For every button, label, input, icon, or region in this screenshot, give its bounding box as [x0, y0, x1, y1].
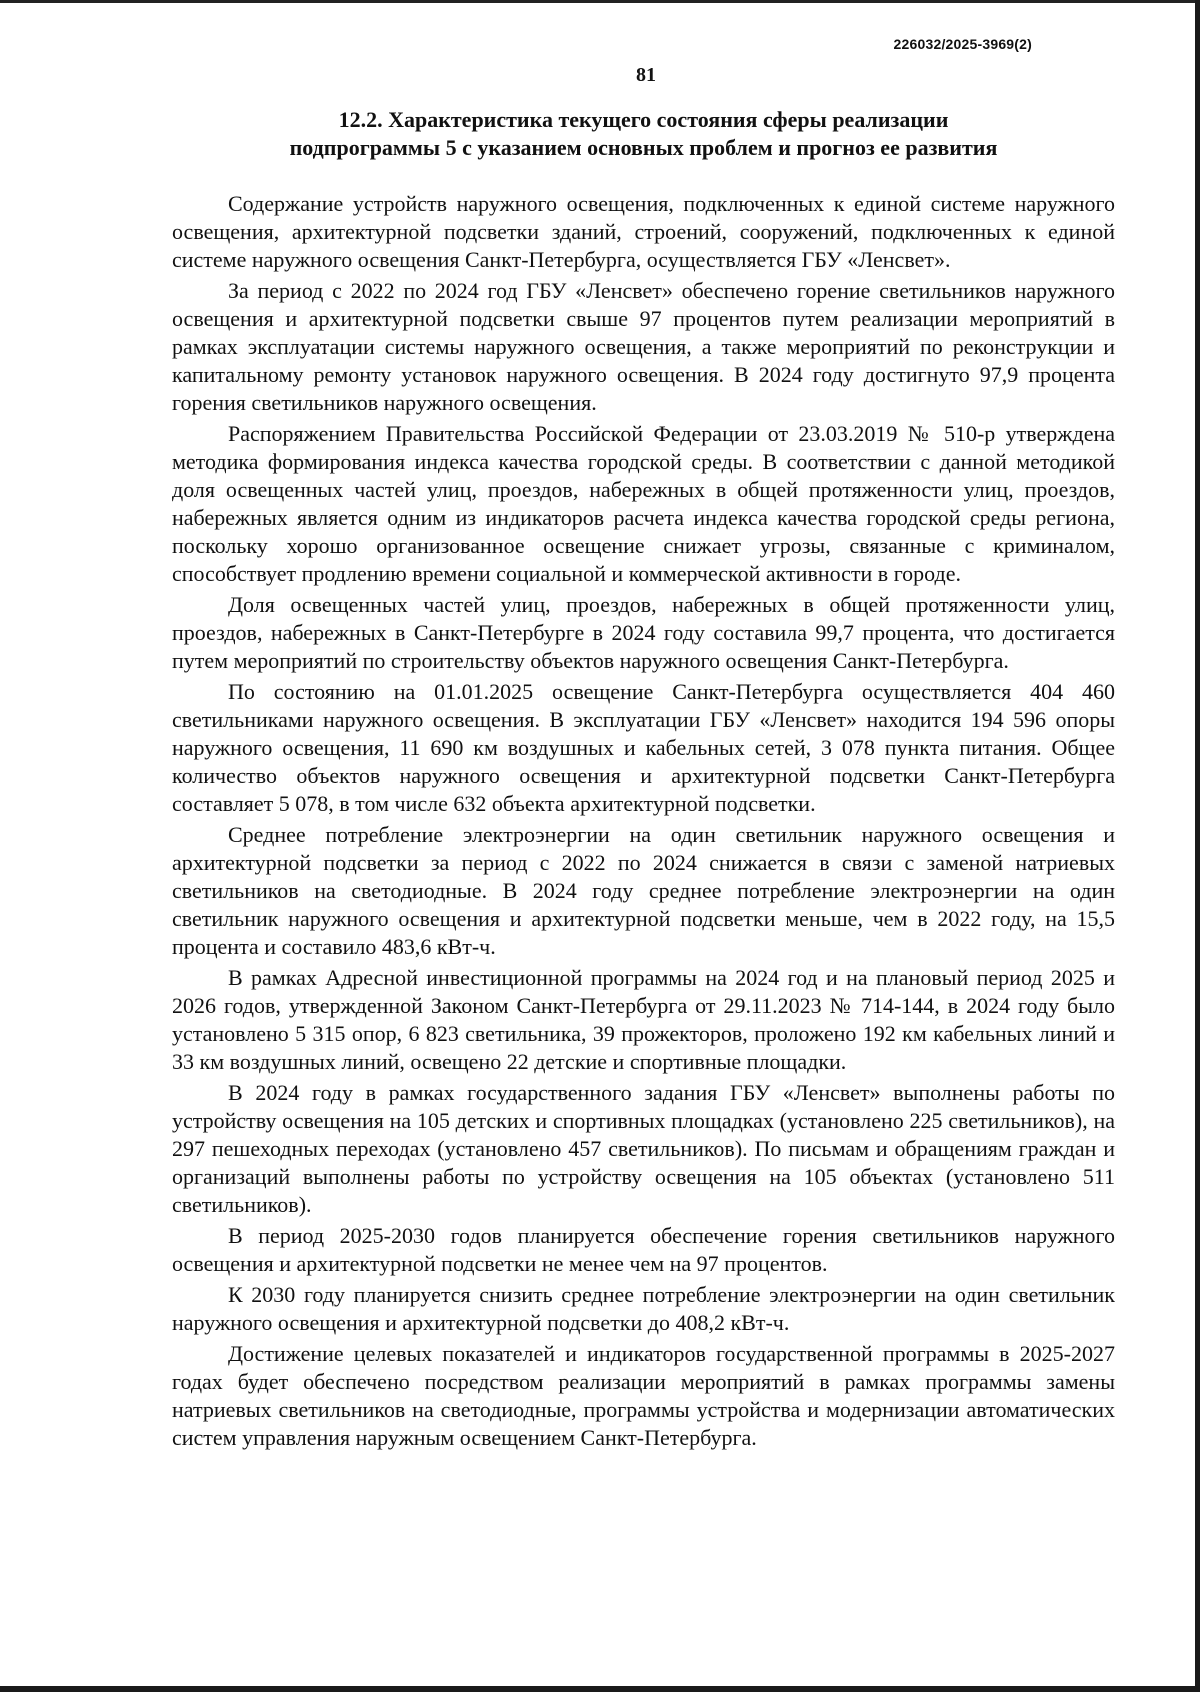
scan-right-edge — [1195, 0, 1200, 1692]
paragraph: В 2024 году в рамках государственного задания ГБУ «Ленсвет» выполнены работы по устройству освещения на 105 детских и спортивных площадках (установлено 225 светильников), на 297 пешеходных переходах (установлено 457 светильников). По письмам и обращениям граждан и организаций выполнены работы по устройству освещения на 105 объектах (установлено 511 светильников). — [172, 1080, 1115, 1217]
paragraph: За период с 2022 по 2024 год ГБУ «Ленсвет» обеспечено горение светильников наружного освещения и архитектурной подсветки свыше 97 процентов путем реализации мероприятий в рамках эксплуатации системы наружного освещения, а также мероприятий по реконструкции и капитальному ремонту установок наружного освещения. В 2024 году достигнуто 97,9 процента горения светильников наружного освещения. — [172, 278, 1115, 415]
document-registration-number: 226032/2025-3969(2) — [893, 36, 1032, 52]
section-heading-line-1: 12.2. Характеристика текущего состояния сферы реализации — [338, 107, 949, 132]
scan-bottom-edge — [0, 1686, 1200, 1692]
section-heading — [172, 106, 1115, 162]
paragraph: В рамках Адресной инвестиционной программы на 2024 год и на плановый период 2025 и 2026 годов, утвержденной Законом Санкт-Петербурга от 29.11.2023 № 714-144, в 2024 году было установлено 5 315 опор, 6 823 светильника, 39 прожекторов, проложено 192 км кабельных линий и 33 км воздушных линий, освещено 22 детские и спортивные площадки. — [172, 965, 1115, 1074]
body-text — [172, 190, 1115, 1455]
paragraph: Распоряжением Правительства Российской Федерации от 23.03.2019 № 510-р утверждена методика формирования индекса качества городской среды. В соответствии с данной методикой доля освещенных частей улиц, проездов, набережных в общей протяженности улиц, проездов, набережных является одним из индикаторов расчета индекса качества городской среды региона, поскольку хорошо организованное освещение снижает угрозы, связанные с криминалом, способствует продлению времени социальной и коммерческой активности в городе. — [172, 421, 1115, 586]
paragraph: Достижение целевых показателей и индикаторов государственной программы в 2025-2027 годах будет обеспечено посредством реализации мероприятий в рамках программы замены натриевых светильников на светодиодные, программы устройства и модернизации автоматических систем управления наружным освещением Санкт-Петербурга. — [172, 1341, 1115, 1450]
paragraph: К 2030 году планируется снизить среднее потребление электроэнергии на один светильник наружного освещения и архитектурной подсветки до 408,2 кВт-ч. — [172, 1282, 1115, 1335]
paragraph: Доля освещенных частей улиц, проездов, набережных в общей протяженности улиц, проездов, набережных в Санкт-Петербурге в 2024 году составила 99,7 процента, что достигается путем мероприятий по строительству объектов наружного освещения Санкт-Петербурга. — [172, 592, 1115, 673]
paragraph: Содержание устройств наружного освещения, подключенных к единой системе наружного освещения, архитектурной подсветки зданий, строений, сооружений, подключенных к единой системе наружного освещения Санкт-Петербурга, осуществляется ГБУ «Ленсвет». — [172, 191, 1115, 272]
paragraph: По состоянию на 01.01.2025 освещение Санкт-Петербурга осуществляется 404 460 светильниками наружного освещения. В эксплуатации ГБУ «Ленсвет» находится 194 596 опоры наружного освещения, 11 690 км воздушных и кабельных сетей, 3 078 пункта питания. Общее количество объектов наружного освещения и архитектурной подсветки Санкт-Петербурга составляет 5 078, в том числе 632 объекта архитектурной подсветки. — [172, 679, 1115, 816]
paragraph: В период 2025-2030 годов планируется обеспечение горения светильников наружного освещения и архитектурной подсветки не менее чем на 97 процентов. — [172, 1223, 1115, 1276]
paragraph: Среднее потребление электроэнергии на один светильник наружного освещения и архитектурной подсветки за период с 2022 по 2024 снижается в связи с заменой натриевых светильников на светодиодные. В 2024 году среднее потребление электроэнергии на один светильник наружного освещения и архитектурной подсветки меньше, чем в 2022 году, на 15,5 процента и составило 483,6 кВт-ч. — [172, 822, 1115, 959]
scan-top-edge — [0, 0, 1200, 3]
page-number: 81 — [636, 64, 656, 86]
section-heading-line-2: подпрограммы 5 с указанием основных проблем и прогноз ее развития — [289, 135, 998, 160]
